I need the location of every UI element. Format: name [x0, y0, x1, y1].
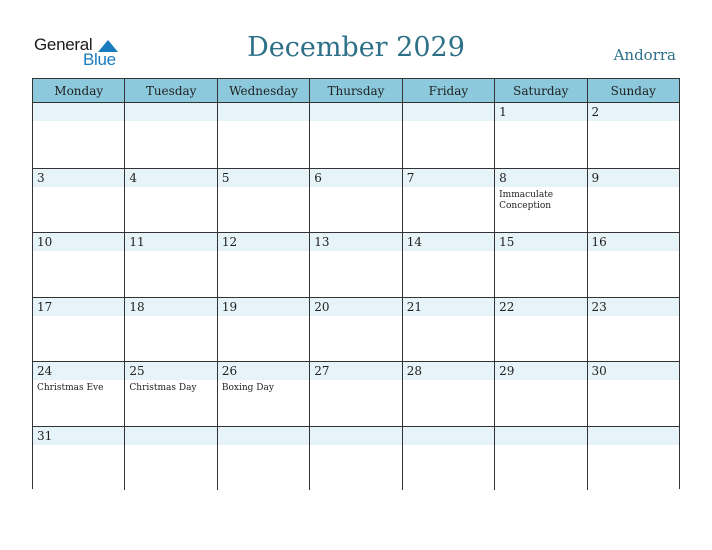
- weekday-header-wednesday: Wednesday: [217, 79, 309, 102]
- day-cell: [494, 298, 586, 362]
- day-cell: [402, 362, 494, 426]
- logo-text-blue: Blue: [83, 50, 116, 69]
- week-row: [33, 361, 679, 426]
- day-number: 8: [499, 170, 507, 185]
- day-number: 16: [591, 235, 607, 249]
- day-cell: [309, 298, 401, 362]
- week-row: [33, 297, 679, 362]
- day-cell: [217, 169, 309, 233]
- day-cell: [494, 362, 586, 426]
- day-number: 5: [221, 170, 230, 185]
- day-number: 19: [221, 299, 238, 314]
- day-cell: [217, 233, 309, 297]
- day-number: 3: [37, 170, 45, 185]
- day-cell: [402, 427, 494, 491]
- week-row: [33, 168, 679, 233]
- day-number: 6: [314, 170, 322, 185]
- day-cell: [124, 427, 216, 491]
- day-number: 23: [591, 299, 607, 314]
- day-number: 29: [499, 364, 515, 378]
- day-number: 18: [129, 299, 145, 314]
- week-row: [33, 103, 679, 168]
- day-number: 20: [314, 299, 330, 314]
- day-cell: [309, 169, 401, 233]
- weekday-header-saturday: Saturday: [494, 79, 586, 102]
- day-number: 21: [406, 299, 422, 314]
- week-row: [33, 426, 679, 491]
- day-cell: [587, 298, 679, 362]
- day-number: 11: [129, 235, 145, 249]
- weekday-header-row: [33, 79, 679, 103]
- day-number: 26: [221, 364, 238, 378]
- day-cell: [402, 169, 494, 233]
- day-cell: [494, 169, 586, 233]
- day-cell: [33, 427, 124, 491]
- day-number: 13: [314, 235, 330, 249]
- weeks-container: [33, 103, 679, 490]
- day-cell: [494, 233, 586, 297]
- day-cell: [402, 233, 494, 297]
- day-number: 27: [314, 364, 330, 378]
- day-cell: [587, 169, 679, 233]
- day-cell: [309, 362, 401, 426]
- calendar-title: December 2029: [247, 32, 465, 63]
- day-cell: [33, 103, 124, 168]
- day-number: 9: [591, 170, 600, 185]
- weekday-header-sunday: Sunday: [587, 79, 679, 102]
- holiday-label: Christmas Eve: [37, 383, 104, 393]
- day-number: 7: [406, 170, 415, 185]
- day-cell: [217, 427, 309, 491]
- week-row: [33, 232, 679, 297]
- day-cell: [587, 103, 679, 168]
- day-number: 22: [499, 299, 515, 314]
- day-number: 31: [37, 428, 53, 443]
- day-cell: [494, 103, 586, 168]
- day-number: 15: [499, 235, 515, 249]
- weekday-header-monday: Monday: [54, 84, 104, 98]
- day-number: 25: [129, 364, 145, 378]
- logo-text-general: General: [34, 35, 93, 54]
- day-cell: [587, 233, 679, 297]
- day-number: 24: [37, 364, 53, 378]
- day-cell: [494, 427, 586, 491]
- calendar-grid: [32, 78, 680, 489]
- day-cell: [309, 103, 401, 168]
- day-cell: [33, 362, 124, 426]
- day-cell: [33, 169, 124, 233]
- day-cell: [309, 427, 401, 491]
- weekday-header-thursday: Thursday: [309, 79, 401, 102]
- day-cell: [587, 362, 679, 426]
- day-cell: [124, 169, 216, 233]
- day-number: 17: [37, 299, 53, 314]
- weekday-header-friday: Friday: [402, 79, 494, 102]
- day-number: 30: [591, 364, 607, 378]
- day-cell: [33, 233, 124, 297]
- holiday-label: Boxing Day: [221, 383, 274, 393]
- holiday-label: Immaculate Conception: [499, 189, 554, 211]
- day-cell: [587, 427, 679, 491]
- day-cell: [309, 233, 401, 297]
- day-cell: [217, 362, 309, 426]
- day-number: 1: [499, 105, 507, 119]
- day-cell: [124, 233, 216, 297]
- day-number: 10: [37, 235, 53, 249]
- day-cell: [402, 103, 494, 168]
- day-cell: [217, 298, 309, 362]
- country-label: Andorra: [613, 46, 676, 64]
- day-cell: [33, 298, 124, 362]
- day-number: 2: [591, 105, 600, 119]
- day-cell: [124, 362, 216, 426]
- day-number: 28: [406, 364, 422, 378]
- day-number: 14: [406, 235, 422, 249]
- day-cell: [217, 103, 309, 168]
- day-cell: [124, 103, 216, 168]
- day-number: 12: [221, 235, 238, 249]
- day-cell: [124, 298, 216, 362]
- holiday-label: Christmas Day: [129, 383, 197, 393]
- day-cell: [402, 298, 494, 362]
- weekday-header-tuesday: Tuesday: [124, 79, 216, 102]
- day-number: 4: [129, 170, 138, 185]
